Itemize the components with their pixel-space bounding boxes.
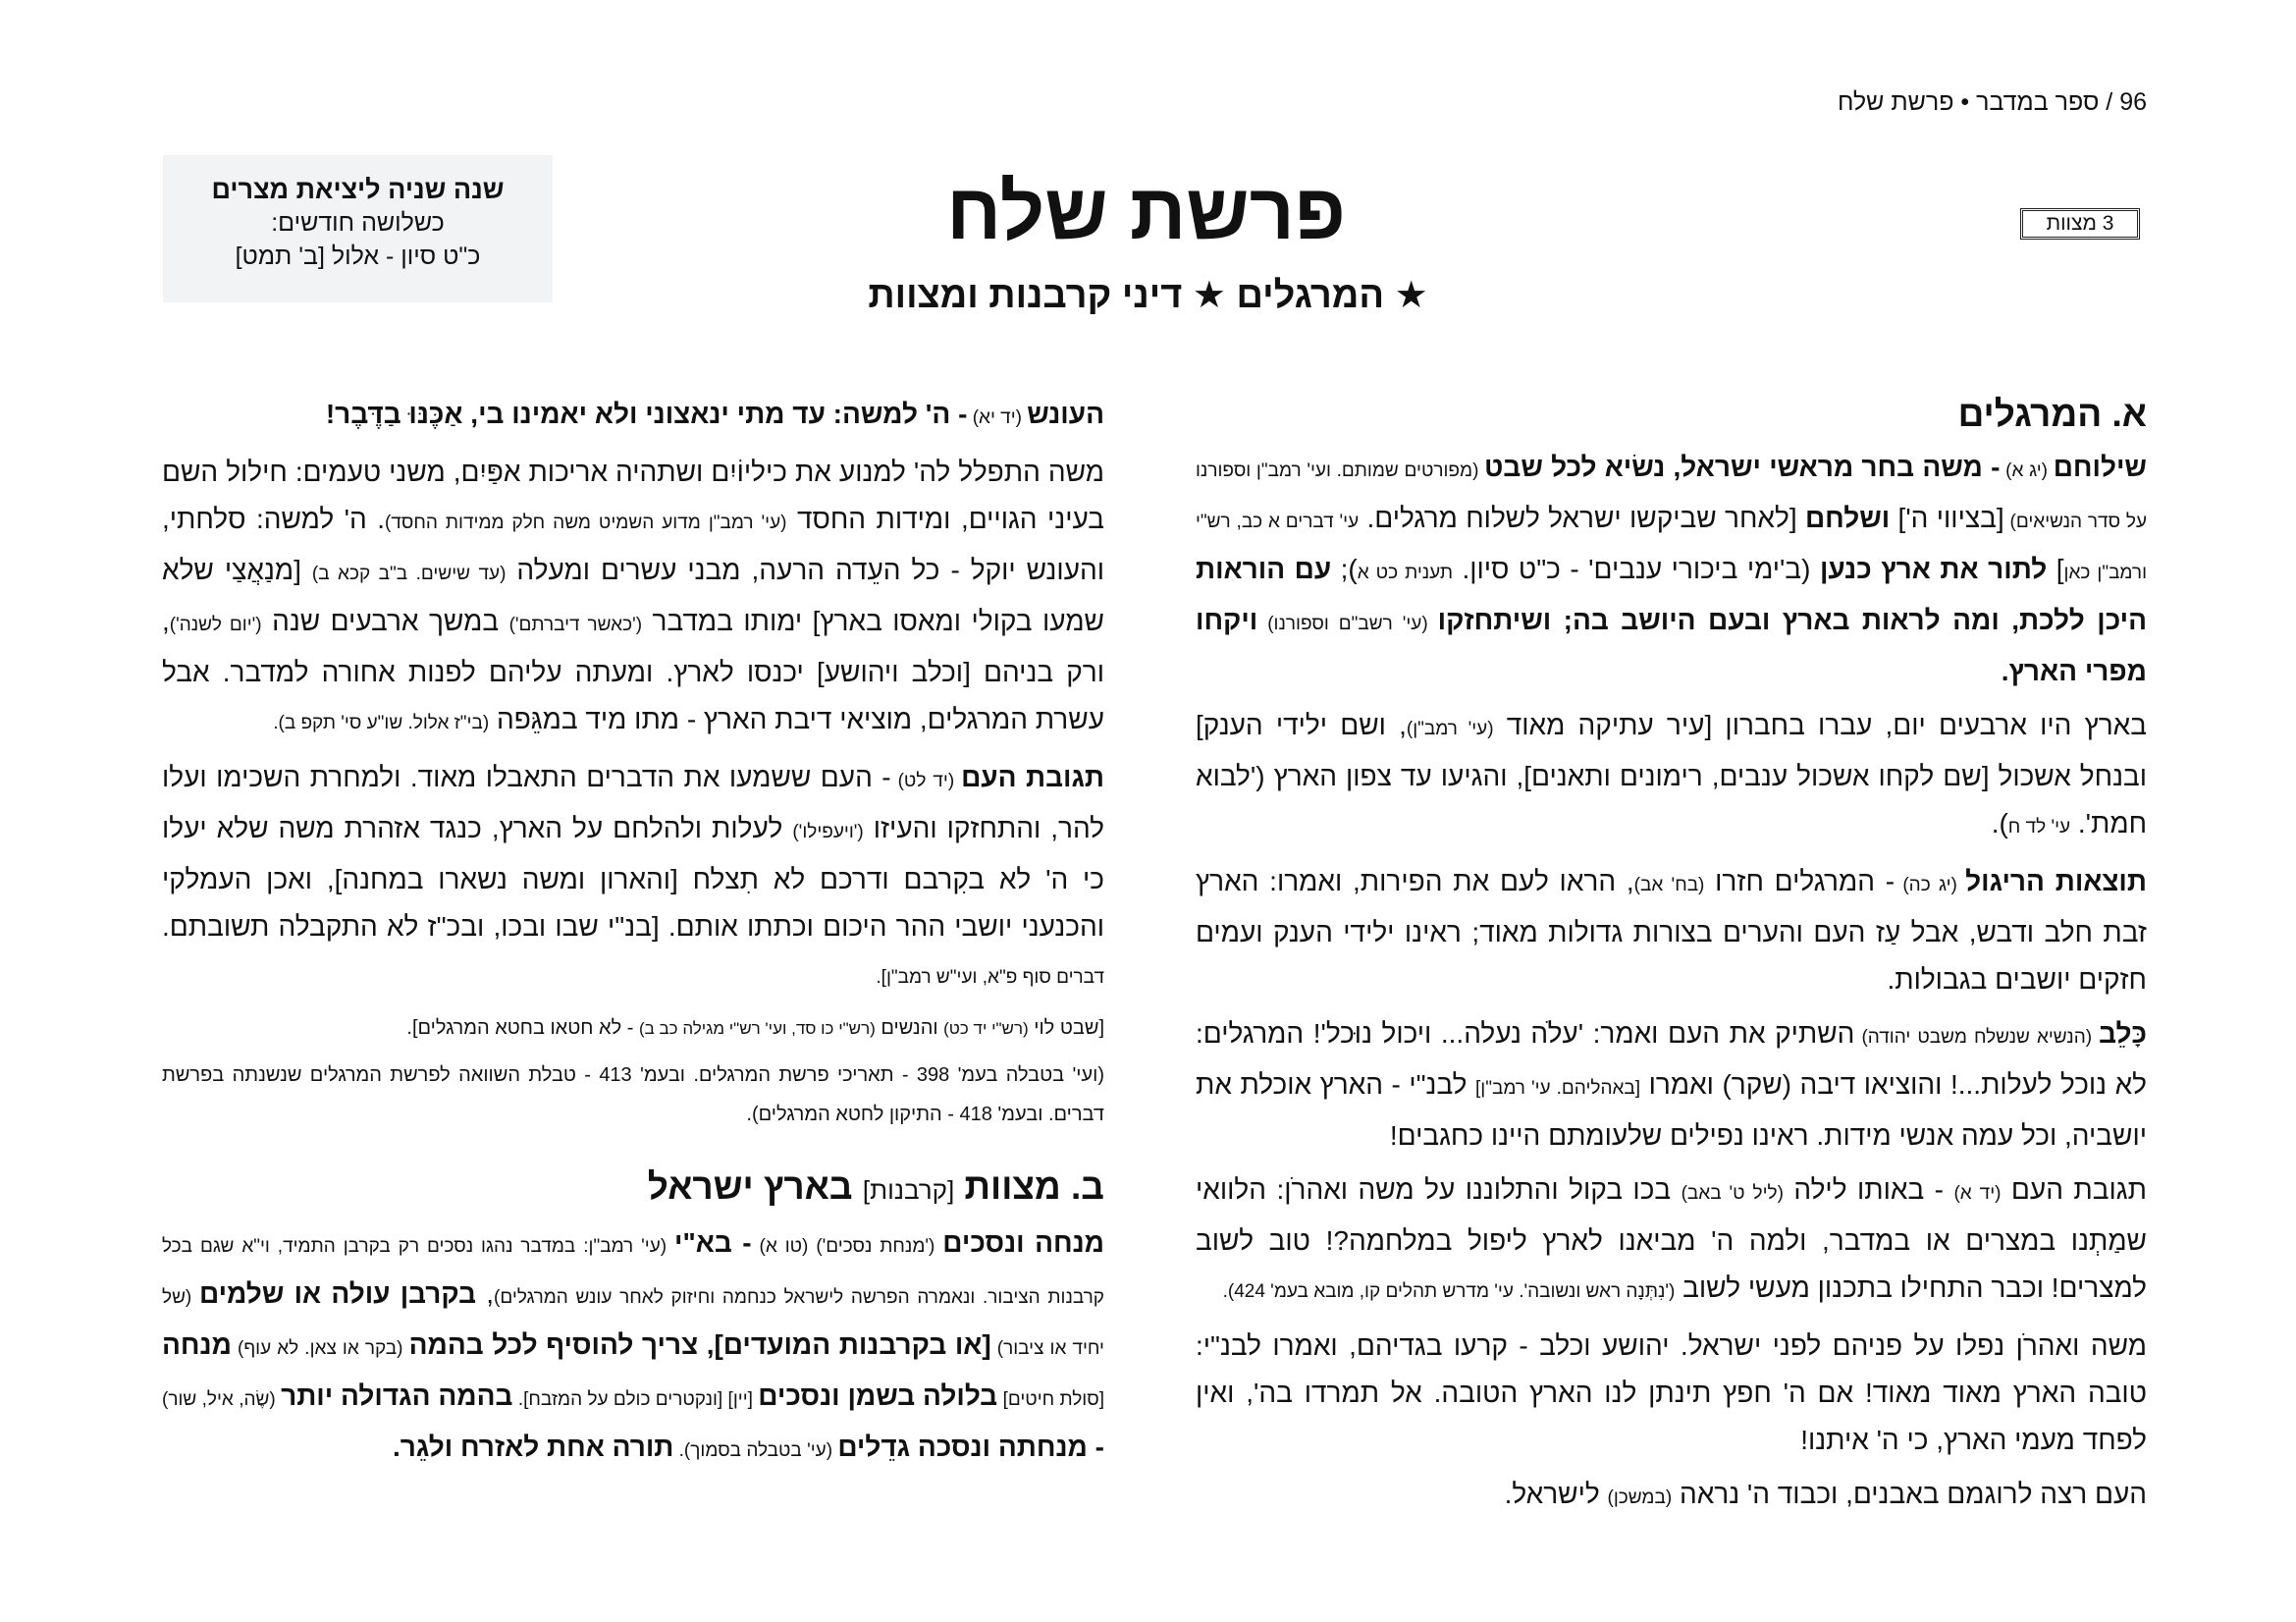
text-run: בארץ ישראל: [647, 1166, 863, 1207]
text-run: תשובתם.: [162, 911, 270, 942]
text-run: - לא חטאו בחטא המרגלים].: [406, 1017, 639, 1039]
reference-note: (יד א): [1953, 1183, 2002, 1204]
text-run: - באותו לילה: [1783, 1174, 1954, 1205]
bold-text-run: שילוחם: [2053, 452, 2147, 482]
reference-note: [סולת חיטים]: [997, 1389, 1104, 1410]
reference-note: (עי' רמב"ן מדוע השמיט משה חלק ממידות החסד): [385, 513, 787, 533]
right-paragraphs: [1196, 444, 2147, 1522]
paragraph: [1196, 858, 2147, 1003]
text-run: - המרגלים חזרו: [1704, 866, 1896, 896]
reference-note: ('כאשר דיברתם'): [508, 615, 643, 635]
bold-text-run: - משה בחר מראשי ישראל, נשׂיא לכל שבט: [1484, 452, 2001, 482]
bold-text-run: בלולה בשמן ונסכים: [758, 1380, 998, 1411]
text-run: ב. מצוות: [954, 1166, 1104, 1207]
date-box-year: שנה שניה ליציאת מצרים: [211, 175, 505, 204]
text-run: );: [1331, 554, 1358, 584]
text-run: , ורק בניהם [וכלב ויהושע] יכנסו לארץ. ומעתה עליהם לפנות אחורה למדבר. אבל עשרת המרגלים, מוציאי דיבת הארץ - מתו מיד במגֵּפה: [162, 606, 1104, 734]
reference-note: (במשכן): [1607, 1487, 1673, 1508]
reference-note: (בח' אב): [1633, 875, 1705, 895]
paragraph: [1196, 1471, 2147, 1522]
date-info-box: [163, 155, 553, 302]
bold-text-run: בקרבן עולה או שלמים: [198, 1278, 477, 1309]
reference-note: (בי"ז אלול. שו"ע סי' תקפ ב).: [273, 713, 490, 733]
mitzvot-count-badge: 3 מצוות: [2020, 208, 2140, 240]
bold-text-run: מנחה ונסכים: [942, 1227, 1104, 1258]
right-column: [1196, 389, 2147, 1529]
left-paragraphs-b: [162, 1219, 1104, 1475]
bold-text-run: מנחה: [162, 1329, 232, 1360]
text-run: [בציווי ה']: [1890, 503, 2004, 533]
date-box-range: כ"ט סיון - אלול [ב' תמט]: [235, 243, 481, 270]
reference-note: [יין] [ונקטרים כולם על המזבח].: [512, 1389, 759, 1410]
bold-text-run: תוצאות הריגול: [1965, 866, 2147, 896]
bold-text-run: בהמה הגדולה יותר: [281, 1380, 513, 1411]
text-run: לבנ"י - הארץ אוכלת את יושביה, וכל עמה אנשי מידות. ראינו נפילים שלעומתם היינו כחגבים!: [1196, 1069, 2147, 1151]
paragraph: [1196, 1166, 2147, 1316]
bold-text-run: העונש: [1027, 399, 1104, 429]
paragraph: [1196, 444, 2147, 695]
paragraph: [162, 754, 1104, 1001]
reference-note: ('יום לשנה'): [169, 615, 262, 635]
paragraph: [1196, 1323, 2147, 1464]
reference-note: [באהליהם. עי' רמב"ן]: [1475, 1078, 1641, 1099]
reference-note: (מפורטים שמותם. ועי' רמב"ן וספורנו על סדר הנשיאים): [1196, 460, 2148, 532]
reference-note: (ליל ט' באב): [1681, 1183, 1784, 1204]
reference-note: [קרבנות]: [862, 1175, 955, 1205]
reference-note: עי' דברים א כב, רש"י ורמב"ן כאן: [1196, 512, 2148, 583]
paragraph: [162, 1219, 1104, 1475]
text-run: והנשים: [875, 1017, 944, 1039]
bold-text-run: תגובת העם: [961, 762, 1104, 792]
reference-note: תענית כט א: [1357, 563, 1453, 583]
text-run: משה התפלל לה' למנוע את כיליוֹיִם ושתהיה אריכות אפַּיִם, משני טעמים: חילול השם בעיני הגויים, ומידות החסד: [162, 457, 1104, 534]
bold-text-run: - ה' למשה: עד מתי ינאצוני ולא יאמינו בי, אַכֶּנּוּ בַדֶּבֶר!: [325, 399, 968, 429]
section-heading-a: א. המרגלים: [1957, 394, 2147, 434]
text-run: - העם ששמעו את הדברים התאבלו מאוד. ולמחרת השכימו ועלו להר, והתחזקו והעיזו: [162, 762, 1104, 843]
page-subtitle: ★ המרגלים ★ דיני קרבנות ומצוות: [868, 275, 1428, 316]
paragraph: [162, 1008, 1104, 1049]
text-run: (ב'ימי ביכורי ענבים' - כ"ט סיון.: [1452, 554, 1820, 584]
text-run: לעלות ולהלחם על הארץ, כנגד אזהרת משה שלא יעלו כי ה' לא בקִרבם ודרכם לא תִצלח [והארון ומשה נשארו במחנה], ואכן העמלקי והכנעני יושבי ההר היכום וכתתו אותם.: [162, 813, 1104, 942]
text-run: ,: [476, 1278, 495, 1309]
bold-text-run: עם הוראות היכן ללכת, ומה לראות בארץ ובעם היושב בה; ושיתחזקו: [1196, 554, 2148, 635]
text-run: תגובת העם: [2001, 1174, 2147, 1205]
bold-text-run: ושלחם: [1804, 503, 1891, 533]
reference-note: (יג כה): [1895, 875, 1966, 895]
text-run: ).: [1991, 808, 2008, 838]
date-box-duration: כשלושה חודשים:: [271, 209, 445, 237]
paragraph: [162, 391, 1104, 442]
reference-note: (יד יא): [967, 407, 1028, 428]
left-column: [162, 391, 1104, 1482]
section-heading-b: [162, 1162, 1104, 1216]
reference-note: (של יחיד או ציבור): [162, 1287, 1104, 1359]
reference-note: ('ויעפילו'): [792, 822, 864, 842]
reference-note: ('נִתְּנָה ראש ונשובה'. עי' מדרש תהלים קו, מובא בעמ' 424).: [1222, 1281, 1676, 1302]
reference-note: (יד לט): [890, 771, 962, 791]
page-title: פרשת שלח: [946, 168, 1346, 255]
bold-text-run: - בא"י: [674, 1227, 752, 1258]
reference-note: (שֶׂה, איל, שור): [162, 1389, 282, 1410]
reference-note: דברים סוף פ"א, ועי"ש רמב"ן].: [876, 967, 1104, 988]
reference-note: (עי' בטבלה בסמוך).: [673, 1440, 838, 1461]
paragraph: [1196, 1010, 2147, 1160]
text-run: בארץ היו ארבעים יום, עברו בחברון [עיר עתיקה מאוד: [1493, 710, 2147, 740]
reference-note: (עי' רמב"ן): [1406, 719, 1494, 739]
text-run: , ושם ילידי הענק] ובנחל אשכול [שם לקחו אשכול ענבים, רימונים ותאנים], והגיעו עד צפון הארץ ('לבוא חמת'.: [1196, 710, 2147, 838]
paragraph: [1196, 702, 2147, 851]
reference-note: (רש"י כו סד, ועי' רש"י מגילה כב ב): [638, 1019, 876, 1038]
reference-note: (עי' רמב"ן: במדבר נהגו נסכים רק בקרבן התמיד, וי"א שגם בכל קרבנות הציבור. ונאמרה הפרשה לישראל כנחמה וחיזוק לאחר עונש המרגלים): [162, 1236, 1104, 1308]
reference-note: (יג א): [2000, 460, 2054, 481]
text-run: [בנ"י שבו ובכו, ובכ"ז לא התקבלה: [269, 911, 660, 942]
running-head: 96 / ספר במדבר • פרשת שלח: [1837, 88, 2147, 116]
text-run: [שבט לוי: [1028, 1017, 1104, 1039]
reference-note: (עי' רשב"ם וספורנו): [1257, 614, 1438, 634]
paragraph: [162, 449, 1104, 747]
bold-text-run: תורה אחת לאזרח ולגֵר.: [393, 1432, 674, 1462]
text-run: (ועי' בטבלה בעמ' 398 - תאריכי פרשת המרגלים. ובעמ' 413 - טבלת השוואה לפרשת המרגלים שנשנתה בפרשת דברים. ובעמ' 418 - התיקון לחטא המרגלים).: [162, 1064, 1104, 1125]
bold-text-run: [או בקרבנות המועדים], צריך להוסיף לכל בהמה: [408, 1329, 991, 1360]
bold-text-run: לתור את ארץ כנען: [1819, 554, 2048, 584]
reference-note: עי' לד ח: [2007, 817, 2071, 838]
left-paragraphs-a: [162, 391, 1104, 1001]
text-run: . ה' למשה: סלחתי, והעונש יוקל - כל העֵדה הרעה, מבני עשרים ומעלה: [162, 504, 1105, 585]
text-run: , הראו לעם את הפירות, ואמרו: הארץ זבת חלב ודבש, אבל עַז העם והערים בצורות גדולות מאוד; ראינו ילידי הענק ועמים חזקים יושבים בגבולות.: [1196, 866, 2147, 995]
bold-text-run: כָּלֵב: [2099, 1018, 2147, 1049]
text-run: לישראל.: [1504, 1479, 1608, 1509]
bold-text-run: - מנחתה ונסכה גדֵלים: [837, 1432, 1104, 1462]
reference-note: (רש"י יד כט): [943, 1019, 1029, 1038]
left-notes: [162, 1008, 1104, 1134]
text-run: [מנַאֲצַי שלא שמעו בקולי ומאסו בארץ] ימותו במדבר: [162, 555, 1104, 636]
reference-note: ('מנחת נסכים') (טו א): [751, 1236, 943, 1257]
text-run: ]: [2047, 554, 2064, 584]
reference-note: (עד שישים. ב"ב קכא ב): [311, 564, 507, 584]
text-run: העם רצה לרוגמם באבנים, וכבוד ה' נראה: [1672, 1479, 2147, 1509]
text-run: בכו בקול והתלוננו על משה ואהרֹן: הלוואי שמַתְנו במצרים או במדבר, ולמה ה' מביאנו לארץ ליפול במלחמה?! טוב לשוב למצרים! וכבר התחילו בתכנון מעשי לשוב: [1196, 1174, 2147, 1303]
text-run: השתיק את העם ואמר: 'עלֹה נעלה... ויכול נוּכל'! המרגלים: לא נוכל לעלות...! והוציאו דיבה (שקר) ואמרו: [1196, 1018, 2147, 1100]
bold-text-run: ויקחו מפרי הארץ.: [1196, 605, 2147, 686]
text-run: במשך ארבעים שנה: [261, 606, 509, 636]
reference-note: (בקר או צאן. לא עוף): [231, 1338, 409, 1359]
text-run: משה ואהרֹן נפלו על פניהם לפני ישראל. יהושע וכלב - קרעו בגדיהם, ואמרו לבנ"י: טובה הארץ מאוד מאוד! אם ה' חפץ תינתן לנו הארץ הטובה. אל תמרדו בה', ואין לפחד מעמי הארץ, כי ה' איתנו!: [1196, 1330, 2147, 1455]
text-run: [לאחר שביקשו ישראל לשלוח מרגלים.: [1359, 503, 1805, 533]
reference-note: (הנשיא שנשלח משבט יהודה): [1854, 1027, 2100, 1048]
paragraph: [162, 1055, 1104, 1134]
